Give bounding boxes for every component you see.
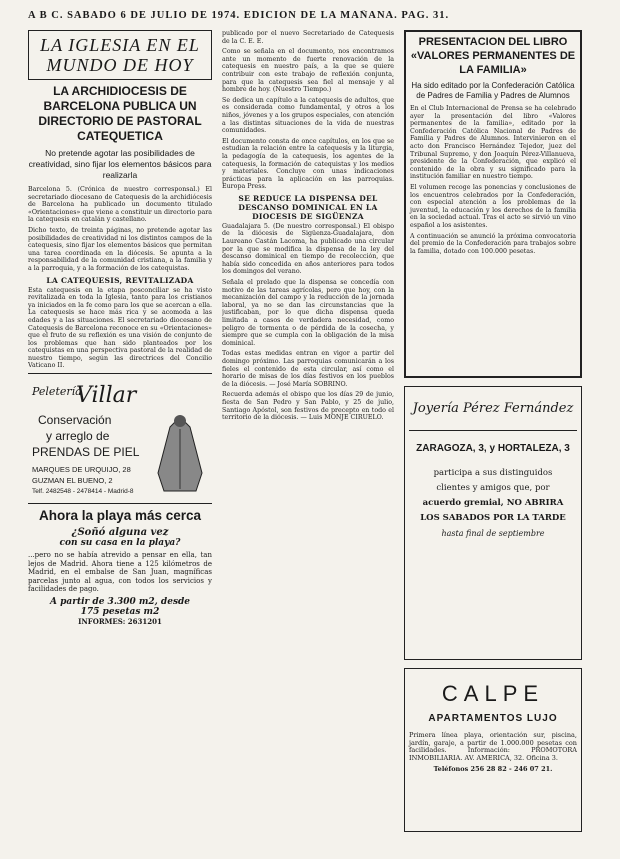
paragraph: El volumen recoge las ponencias y conclusiones de los encuentros celebrados por la Confederación, con especial atención a los problemas de la juventud, la educación y los derechos de la familia en la sociedad actual. Tras el acto se sirvió un vino español a los asistentes. <box>410 183 576 229</box>
paragraph: En el Club Internacional de Prensa se ha celebrado ayer la presentación del libro «Valores permanentes de la familia», editado por la Confederación Católica Nacional de Padres de Familia y Padres de Alumnos. Intervinieron en el acto don Francisco Hernández Tejedor, juez del Tribunal Supremo, y don Joaquín Pérez-Villanueva, presidente de la Confederación, que explicó el contenido de la obra y su significado para la institución familiar en nuestro tiempo. <box>410 105 576 181</box>
deck: Ha sido editado por la Confederación Católica de Padres de Familia y Padres de Alumnos <box>411 81 575 100</box>
paragraph: Dicho texto, de treinta páginas, no pretende agotar las posibilidades de creatividad ni los distintos campos de la catequesis, sino fijar los elementos básicos que permitan una tarea coordinada en la diócesis. Se apunta a la responsabilidad de la comunidad cristiana, a la familia y a la parroquia, y a la formación de los catequistas. <box>28 226 212 272</box>
paragraph: Como se señala en el documento, nos encontramos ante un momento de fuerte renovación de la catequesis en nuestro país, a la que se quiere contribuir con este trabajo de reflexión conjunta, para que la catequesis sea fiel al mensaje y al hombre de hoy. (Nuestro Tiempo.) <box>222 48 394 94</box>
headline: LA ARCHIDIOCESIS DE BARCELONA PUBLICA UN DIRECTORIO DE PASTORAL CATEQUETICA <box>38 84 202 143</box>
column-2 <box>222 30 394 845</box>
beach-ad-price-2: 175 pesetas m2 <box>80 606 160 617</box>
beach-ad-question-1: ¿Soñó alguna vez <box>71 527 169 539</box>
beach-ad-question-2: con su casa en la playa? <box>59 538 181 549</box>
fur-ad <box>28 377 212 504</box>
jewelry-ad-address: ZARAGOZA, 3, y HORTALEZA, 3 <box>416 443 570 454</box>
calpe-ad-subtitle: APARTAMENTOS LUJO <box>428 713 558 724</box>
subheading: LA CATEQUESIS, REVITALIZADA <box>46 275 194 285</box>
fur-ad-line-2: y arreglo de <box>46 429 110 444</box>
rubric-title: LA IGLESIA EN EL MUNDO DE HOY <box>40 35 200 75</box>
paragraph: Recuerda además el obispo que los días 29 de junio, fiesta de San Pedro y San Pablo, y 25 de julio, Santiago Apóstol, son festivos de precepto en todo el territorio de la diócesis. — Luis MONJE CIRUELO. <box>222 391 394 422</box>
paragraph: Se dedica un capítulo a la catequesis de adultos, que es considerada como fundamental, y otros a los niños, jóvenes y a los grupos especiales, con atención a las distintas situaciones de la vida de nuestras comunidades. <box>222 96 394 135</box>
paragraph: Señala el prelado que la dispensa se concedía con motivo de las tareas agrícolas, pero que hoy, con la mecanización del campo y la reducción de la jornada laboral, ya no se dan las circunstancias que la justificaban, por lo que dicha dispensa queda limitada a casos de verdadera necesidad, como peligro de tormenta o de pérdida de la cosecha, y siempre que se cumpla con la obligación de la misa dominical. <box>222 279 394 347</box>
fur-coat-illustration <box>152 413 208 493</box>
calpe-ad-phone: Teléfonos 256 28 82 - 246 07 21. <box>433 765 553 774</box>
deck: No pretende agotar las posibilidades de creatividad, sino fijar los elementos básicos para realizarla <box>28 148 212 180</box>
jewelry-ad-brand: Joyería Pérez Fernández <box>412 401 574 416</box>
fur-ad-line-3: PRENDAS DE PIEL <box>32 445 140 460</box>
divider <box>409 430 577 431</box>
calpe-ad <box>404 668 582 832</box>
subheadline: SE REDUCE LA DISPENSA DEL DESCANSO DOMINICAL EN LA DIOCESIS DE SIGÜENZA <box>238 193 378 221</box>
fur-ad-brand-1: Peletería <box>32 385 82 399</box>
beach-ad-price: A partir de 3.300 m2, desde <box>49 596 191 607</box>
paragraph: publicado por el nuevo Secretariado de Catequesis de la C. E. E. <box>222 30 394 45</box>
fur-ad-address-2: GUZMAN EL BUENO, 2 <box>32 476 113 486</box>
jewelry-ad-line-1: participa a sus distinguidos <box>433 468 553 478</box>
column-3 <box>404 30 582 845</box>
rubric-box <box>28 30 212 80</box>
jewelry-ad-line-5: hasta final de septiembre <box>441 529 545 538</box>
paragraph: Guadalajara 5. (De nuestro corresponsal.) El obispo de la diócesis de Sigüenza-Guadalajara, don Laureano Castán Lacoma, ha publicado una circular por la que se modifica la dispensa de la ley del descanso dominical en tiempo de recolección, que había sido concedida en años anteriores para todos los domingos del verano. <box>222 222 394 276</box>
beach-ad-title: Ahora la playa más cerca <box>38 508 202 524</box>
fur-ad-phone: Telf. 2482548 - 2478414 - Madrid-8 <box>32 488 134 496</box>
paragraph: A continuación se anunció la próxima convocatoria del premio de la Confederación para trabajos sobre la familia, dotado con 100.000 pesetas. <box>410 232 576 255</box>
column-1 <box>28 30 212 845</box>
headline: PRESENTACION DEL LIBRO «VALORES PERMANENTES DE LA FAMILIA» <box>410 36 576 76</box>
page-header: A B C. SABADO 6 DE JULIO DE 1974. EDICION DE LA MAÑANA. PAG. 31. <box>28 10 450 21</box>
divider <box>28 373 212 374</box>
head-shape <box>174 415 186 427</box>
fur-ad-brand-2: Villar <box>76 383 137 409</box>
article-box <box>404 30 582 378</box>
fur-ad-address-1: MARQUES DE URQUIJO, 28 <box>32 465 131 475</box>
paragraph: Todas estas medidas entran en vigor a partir del domingo próximo. Las parroquias comunicarán a los fieles el contenido de esta circular, así como el horario de misas de los días festivos en los pueblos de la diócesis. — José María SOBRINO. <box>222 350 394 388</box>
paragraph: El documento consta de once capítulos, en los que se estudian la relación entre la catequesis y la liturgia, la pedagogía de la catequesis, los agentes de la catequesis, la formación de catequistas y los medios y materiales. Concluye con unas indicaciones prácticas para la aplicación en las parroquias. Europa Press. <box>222 137 394 191</box>
jewelry-ad-line-2: clientes y amigos que, por <box>436 483 550 493</box>
paragraph: Esta catequesis en la etapa posconciliar se ha visto revitalizada en toda la Iglesia, tanto para los cristianos ya iniciados en la fe como para los que se acercan a ella. La catequesis se hace más rica y se acomoda a las edades y a las situaciones. El secretariado diocesano de Catequesis de Barcelona reconoce en su «Orientaciones» que el fruto de su reflexión es una visión de conjunto de los problemas que han sido planteados por los catequistas en una perspectiva pastoral de la realidad de nuestro tiempo, según las directrices del Concilio Vaticano II. <box>28 286 212 370</box>
beach-ad <box>28 508 212 626</box>
beach-ad-info: INFORMES: 2631201 <box>78 616 162 626</box>
calpe-ad-title: CALPE <box>441 681 545 706</box>
beach-ad-body: ...pero no se había atrevido a pensar en ella, tan lejos de Madrid. Ahora tiene a 125 kilómetros de Madrid, en el embalse de San Juan, magníficas parcelas junto al agua, con todos los servicios y facilidades de pago. <box>28 551 212 594</box>
fur-ad-line-1: Conservación <box>38 413 112 428</box>
jewelry-ad-line-3: acuerdo gremial, NO ABRIRA <box>422 498 564 508</box>
calpe-ad-body: Primera línea playa, orientación sur, piscina, jardín, garaje, a partir de 1.000.000 pesetas con facilidades. Información: PROMOTORA INMOBILIARIA. AV. AMERICA, 32. Oficina 3. <box>409 731 577 762</box>
jewelry-ad <box>404 386 582 660</box>
paragraph: Barcelona 5. (Crónica de nuestro corresponsal.) El secretariado diocesano de Catequesis de la archidiócesis de Barcelona ha publicado un documento titulado «Orientaciones» que viene a constituir un directorio para la catequesis en catalán y castellano. <box>28 186 212 224</box>
jewelry-ad-line-4: LOS SABADOS POR LA TARDE <box>420 513 566 523</box>
